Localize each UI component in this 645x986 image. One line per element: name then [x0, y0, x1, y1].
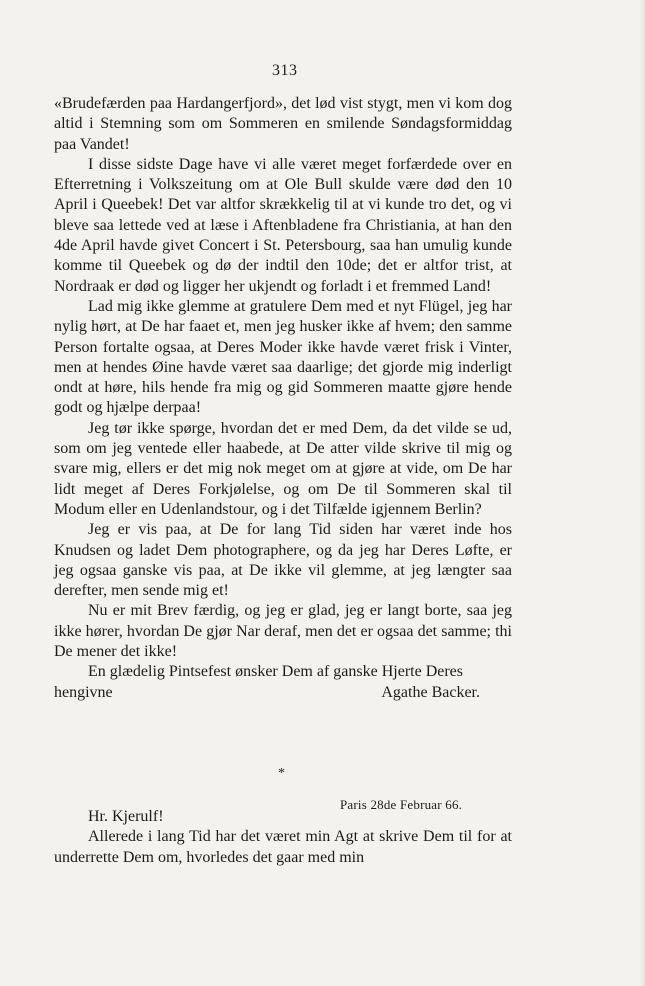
signature-closing: hengivne [54, 683, 113, 701]
paragraph: Lad mig ikke glemme at gratulere Dem med et nyt Flügel, jeg har nylig hørt, at De har faaet et, men jeg husker ikke af hvem; den samme Person fortalte ogsaa, at Deres Moder ikke havde været frisk i Vinter, men at hendes Øine havde været saa daarlige; det gjorde mig inderligt ondt at høre, hils hende fra mig og gid Sommeren maatte gjøre hende godt og hjælpe derpaa! [54, 297, 512, 417]
section-separator: * [278, 766, 285, 781]
next-letter [54, 807, 512, 868]
paragraph: Jeg tør ikke spørge, hvordan det er med Dem, da det vilde se ud, som om jeg ventede eller haabede, at De atter vilde skrive til mig og svare mig, ellers er det mig nok meget om at gjøre at vide, om De har lidt meget af Deres Forkjølelse, og om De til Sommeren skal til Modum eller en Udenlandstour, og i det Tilfælde igjennem Berlin? [54, 419, 512, 518]
closing-paragraph: En glædelig Pintsefest ønsker Dem af ganske Hjerte Deres [88, 663, 464, 681]
page-edge-shadow [639, 0, 645, 986]
paragraph: Jeg er vis paa, at De for lang Tid siden har været inde hos Knudsen og ladet Dem photographere, og da jeg har Deres Løfte, er jeg ogsaa ganske vis paa, at De ikke vil glemme, at jeg længter saa derefter, men sende mig et! [54, 521, 512, 600]
paragraph: Allerede i lang Tid har det været min Agt at skrive Dem til for at underrette Dem om, hvorledes det gaar med min [54, 828, 512, 866]
letter-body [54, 94, 512, 703]
signature-line [54, 683, 512, 703]
paragraph: I disse sidste Dage have vi alle været meget forfærdede over en Efterretning i Volkszeitung om at Ole Bull skulde være død den 10 April i Queebek! Det var altfor skrækkelig til at vi kunde tro det, og vi bleve saa lettede ved at læse i Aftenbladene fra Christiania, at han den 4de April havde givet Concert i St. Petersbourg, saa han umulig kunde komme til Queebek og dø der indtil den 10de; det er altfor trist, at Nordraak er død og ligger her ukjendt og forladt i et fremmed Land! [54, 155, 512, 295]
paragraph: «Brudefærden paa Hardangerfjord», det lød vist stygt, men vi kom dog altid i Stemning som om Sommeren en smilende Søndagsformiddag paa Vandet! [54, 95, 512, 153]
paragraph: Nu er mit Brev færdig, og jeg er glad, jeg er langt borte, saa jeg ikke hører, hvordan De gjør Nar deraf, men det er ogsaa det samme; thi De mener det ikke! [54, 602, 512, 661]
signature-name: Agathe Backer. [381, 683, 480, 701]
page-number: 313 [272, 62, 298, 79]
letter-dateline: Paris 28de Februar 66. [340, 797, 463, 812]
letter-salutation: Hr. Kjerulf! [88, 808, 164, 825]
